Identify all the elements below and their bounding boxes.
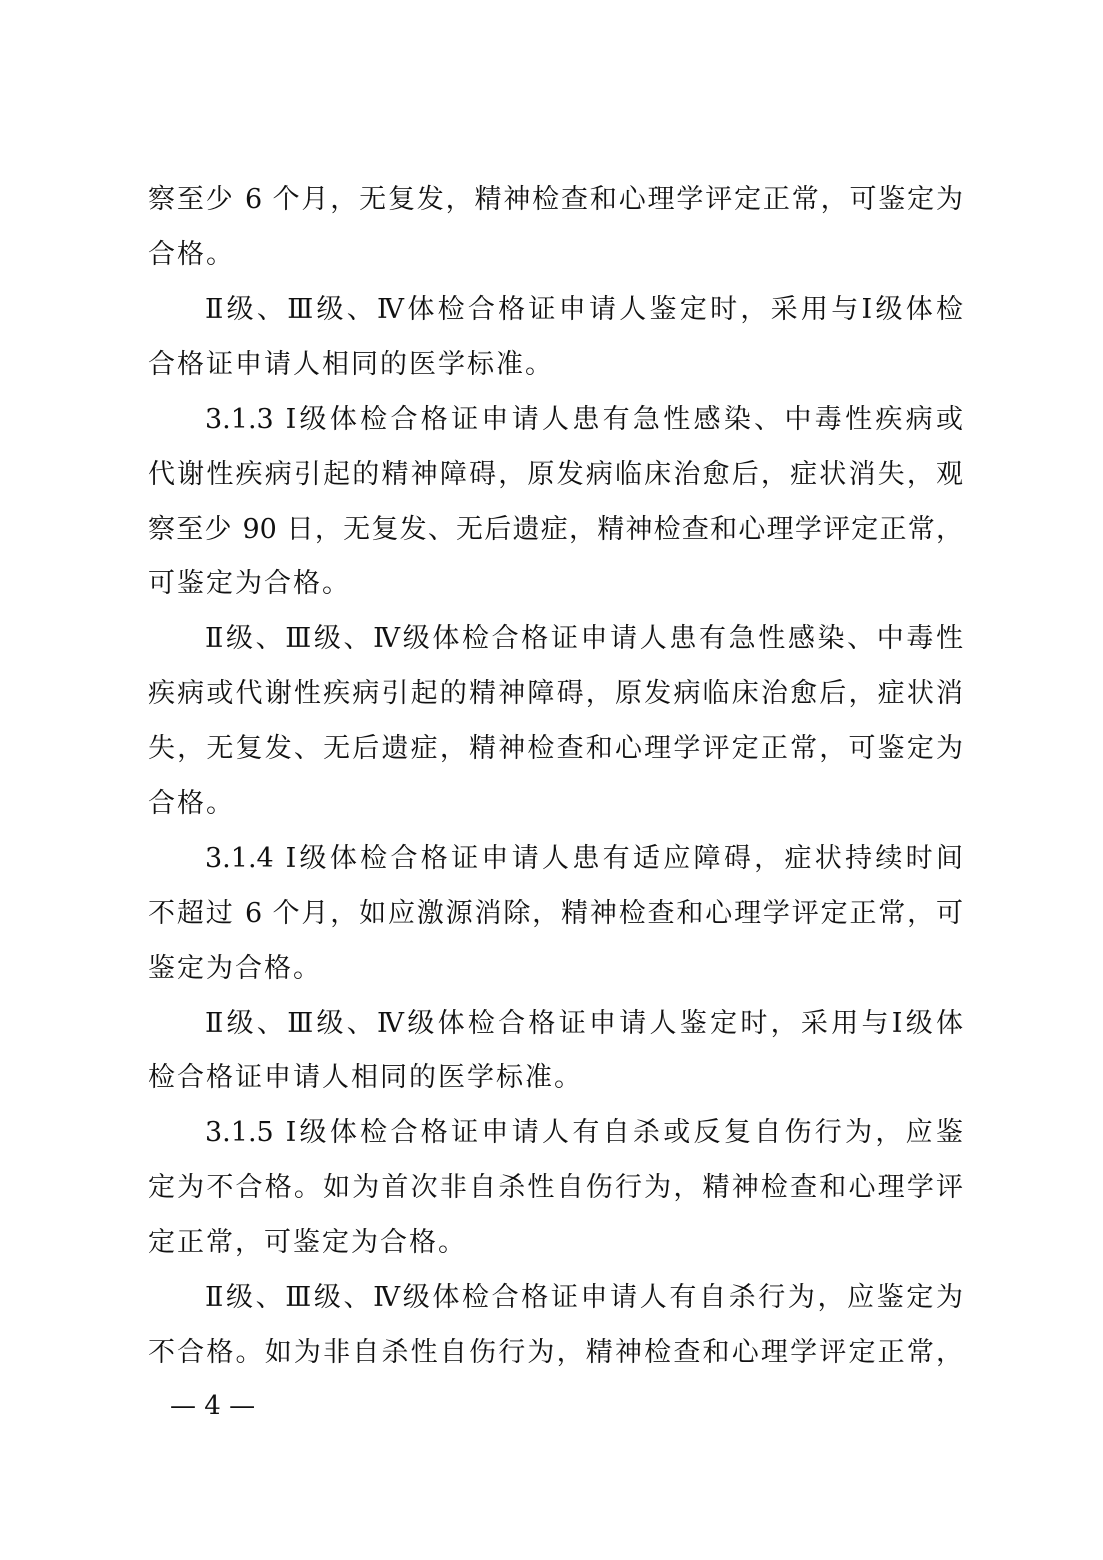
text-line: 定为不合格。如为首次非自杀性自伤行为，精神检查和心理学评	[148, 1172, 963, 1203]
text-line: 可鉴定为合格。	[148, 568, 351, 599]
text-line: 定正常，可鉴定为合格。	[148, 1227, 467, 1258]
text-line: 合格证申请人相同的医学标准。	[148, 349, 554, 380]
text-line: 察至少 6 个月，无复发，精神检查和心理学评定正常，可鉴定为	[148, 184, 963, 215]
text-line: 察至少 90 日，无复发、无后遗症，精神检查和心理学评定正常，	[148, 514, 963, 545]
text-line: 不合格。如为非自杀性自伤行为，精神检查和心理学评定正常，	[148, 1337, 963, 1368]
text-line: 不超过 6 个月，如应激源消除，精神检查和心理学评定正常，可	[148, 898, 963, 929]
text-line: 疾病或代谢性疾病引起的精神障碍，原发病临床治愈后，症状消	[148, 678, 963, 709]
text-line: 3.1.3 Ⅰ级体检合格证申请人患有急性感染、中毒性疾病或	[205, 404, 963, 435]
text-line: 3.1.4 Ⅰ级体检合格证申请人患有适应障碍，症状持续时间	[205, 843, 963, 874]
text-line: 鉴定为合格。	[148, 953, 322, 984]
text-line: Ⅱ级、Ⅲ级、Ⅳ级体检合格证申请人有自杀行为，应鉴定为	[205, 1282, 963, 1313]
text-line: Ⅱ级、Ⅲ级、Ⅳ体检合格证申请人鉴定时，采用与Ⅰ级体检	[205, 294, 963, 325]
text-line: 合格。	[148, 788, 235, 819]
text-line: Ⅱ级、Ⅲ级、Ⅳ级体检合格证申请人鉴定时，采用与Ⅰ级体	[205, 1008, 963, 1039]
text-line: 失，无复发、无后遗症，精神检查和心理学评定正常，可鉴定为	[148, 733, 963, 764]
text-line: Ⅱ级、Ⅲ级、Ⅳ级体检合格证申请人患有急性感染、中毒性	[205, 623, 963, 654]
text-line: 合格。	[148, 239, 235, 270]
text-line: 代谢性疾病引起的精神障碍，原发病临床治愈后，症状消失，观	[148, 459, 963, 490]
text-line: 3.1.5 Ⅰ级体检合格证申请人有自杀或反复自伤行为，应鉴	[205, 1117, 963, 1148]
text-line: 检合格证申请人相同的医学标准。	[148, 1062, 583, 1093]
page-number: — 4 —	[170, 1391, 256, 1421]
